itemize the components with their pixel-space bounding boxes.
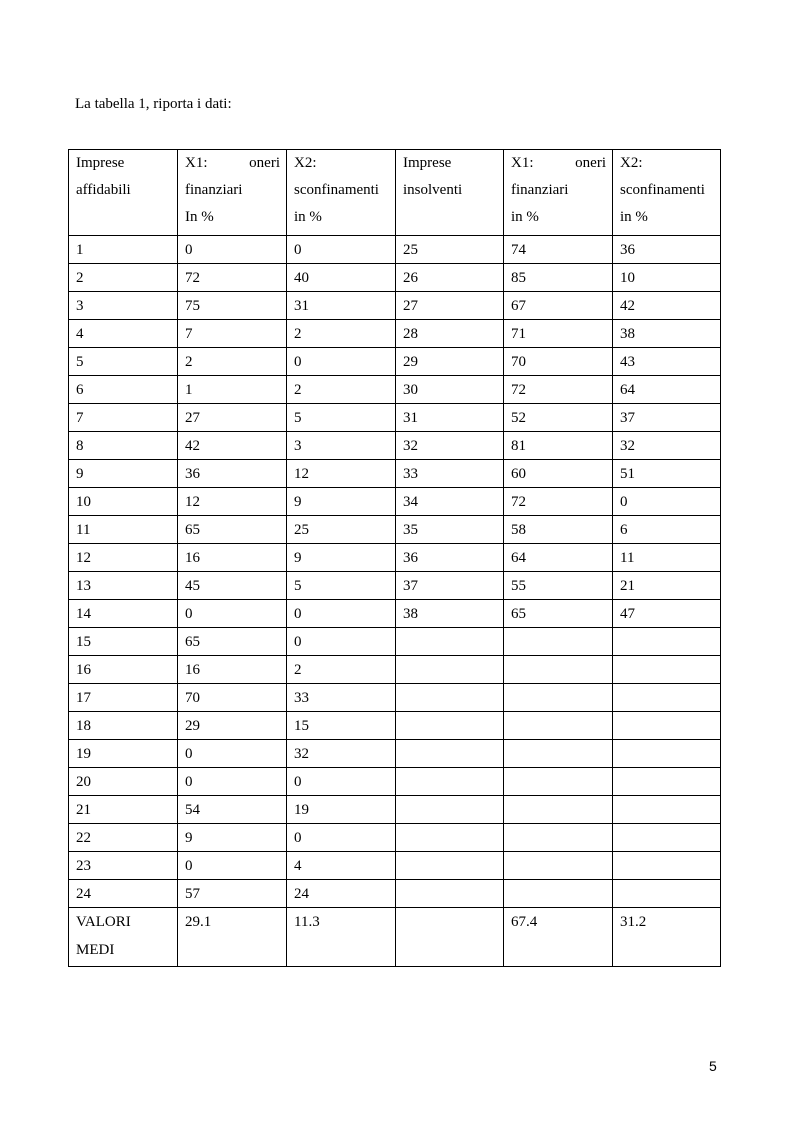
table-cell bbox=[613, 768, 721, 796]
table-cell bbox=[613, 852, 721, 880]
table-cell: 0 bbox=[178, 236, 287, 264]
table-cell: 20 bbox=[69, 768, 178, 796]
table-cell: 7 bbox=[178, 320, 287, 348]
table-row bbox=[69, 544, 721, 572]
table-cell: 21 bbox=[613, 572, 721, 600]
table-cell: 37 bbox=[613, 404, 721, 432]
table-cell: 16 bbox=[178, 656, 287, 684]
table-cell: 10 bbox=[613, 264, 721, 292]
table-cell: 43 bbox=[613, 348, 721, 376]
table-cell: 33 bbox=[287, 684, 396, 712]
table-row bbox=[69, 404, 721, 432]
table-cell: 19 bbox=[287, 796, 396, 824]
table-cell: 47 bbox=[613, 600, 721, 628]
table-cell: 0 bbox=[178, 768, 287, 796]
table-cell: 36 bbox=[613, 236, 721, 264]
intro-text: La tabella 1, riporta i dati: bbox=[75, 96, 232, 112]
table-cell: 0 bbox=[287, 824, 396, 852]
table-cell: 0 bbox=[178, 852, 287, 880]
table-cell: 19 bbox=[69, 740, 178, 768]
header-x2-sconfinamenti-insolventi: X2: sconfinamenti in % bbox=[613, 150, 721, 236]
table-cell: 12 bbox=[178, 488, 287, 516]
table-cell: 2 bbox=[69, 264, 178, 292]
table-cell bbox=[396, 768, 504, 796]
table-cell: 10 bbox=[69, 488, 178, 516]
table-cell: 29 bbox=[396, 348, 504, 376]
table-row bbox=[69, 768, 721, 796]
table-cell: 70 bbox=[504, 348, 613, 376]
table-cell: 25 bbox=[396, 236, 504, 264]
table-cell: 81 bbox=[504, 432, 613, 460]
table-cell: 6 bbox=[69, 376, 178, 404]
table-cell: 2 bbox=[178, 348, 287, 376]
table-cell: 23 bbox=[69, 852, 178, 880]
table-cell: 36 bbox=[396, 544, 504, 572]
table-cell: 1 bbox=[69, 236, 178, 264]
table-cell: 65 bbox=[178, 516, 287, 544]
table-cell bbox=[504, 684, 613, 712]
table-cell: 32 bbox=[613, 432, 721, 460]
table-cell: 28 bbox=[396, 320, 504, 348]
table-cell: 12 bbox=[287, 460, 396, 488]
table-row bbox=[69, 880, 721, 908]
table-cell: 15 bbox=[69, 628, 178, 656]
table-cell: 0 bbox=[287, 628, 396, 656]
table-cell: 72 bbox=[504, 488, 613, 516]
header-imprese-affidabili: Imprese affidabili bbox=[69, 150, 178, 236]
table-row bbox=[69, 824, 721, 852]
table-cell: 27 bbox=[178, 404, 287, 432]
table-row bbox=[69, 460, 721, 488]
table-row bbox=[69, 236, 721, 264]
table-cell: 35 bbox=[396, 516, 504, 544]
table-cell: 11 bbox=[613, 544, 721, 572]
table-row bbox=[69, 516, 721, 544]
table-cell: 31 bbox=[287, 292, 396, 320]
table-cell: 24 bbox=[69, 880, 178, 908]
table-cell: 37 bbox=[396, 572, 504, 600]
table-cell: 33 bbox=[396, 460, 504, 488]
table-cell bbox=[396, 796, 504, 824]
table-cell bbox=[613, 740, 721, 768]
table-cell: 0 bbox=[287, 600, 396, 628]
table-cell: 27 bbox=[396, 292, 504, 320]
table-cell bbox=[396, 712, 504, 740]
table-row bbox=[69, 320, 721, 348]
table-cell: 74 bbox=[504, 236, 613, 264]
table-cell: 31 bbox=[396, 404, 504, 432]
table-cell: 32 bbox=[287, 740, 396, 768]
page-number: 5 bbox=[709, 1058, 717, 1074]
table-row bbox=[69, 376, 721, 404]
table-cell: 34 bbox=[396, 488, 504, 516]
table-cell bbox=[613, 684, 721, 712]
table-cell: 9 bbox=[287, 488, 396, 516]
table-row bbox=[69, 572, 721, 600]
table-cell: 30 bbox=[396, 376, 504, 404]
average-value-cell: 31.2 bbox=[613, 908, 721, 967]
table-cell: 51 bbox=[613, 460, 721, 488]
table-cell: 54 bbox=[178, 796, 287, 824]
table-cell: 70 bbox=[178, 684, 287, 712]
table-cell bbox=[396, 852, 504, 880]
table-cell: 64 bbox=[613, 376, 721, 404]
table-row bbox=[69, 712, 721, 740]
table-cell bbox=[613, 656, 721, 684]
table-header-row bbox=[69, 150, 721, 236]
table-cell: 65 bbox=[178, 628, 287, 656]
table-row bbox=[69, 684, 721, 712]
table-cell: 85 bbox=[504, 264, 613, 292]
table-cell: 72 bbox=[178, 264, 287, 292]
table-cell: 36 bbox=[178, 460, 287, 488]
table-cell: 0 bbox=[287, 236, 396, 264]
table-cell bbox=[504, 712, 613, 740]
table-cell bbox=[396, 740, 504, 768]
valori-medi-label: VALORI MEDI bbox=[69, 908, 178, 967]
table-cell: 9 bbox=[69, 460, 178, 488]
table-row bbox=[69, 656, 721, 684]
table-cell bbox=[613, 796, 721, 824]
table-cell: 3 bbox=[287, 432, 396, 460]
table-cell: 17 bbox=[69, 684, 178, 712]
table-cell: 75 bbox=[178, 292, 287, 320]
table-cell: 22 bbox=[69, 824, 178, 852]
table-row bbox=[69, 432, 721, 460]
table-cell: 29 bbox=[178, 712, 287, 740]
table-cell: 18 bbox=[69, 712, 178, 740]
table-row bbox=[69, 292, 721, 320]
table-cell: 2 bbox=[287, 320, 396, 348]
table-cell: 60 bbox=[504, 460, 613, 488]
table-cell bbox=[396, 656, 504, 684]
data-table bbox=[68, 149, 721, 967]
table-cell: 2 bbox=[287, 656, 396, 684]
table-cell: 64 bbox=[504, 544, 613, 572]
table-row bbox=[69, 264, 721, 292]
table-cell: 0 bbox=[178, 600, 287, 628]
table-cell: 38 bbox=[396, 600, 504, 628]
table-cell: 25 bbox=[287, 516, 396, 544]
table-cell: 0 bbox=[178, 740, 287, 768]
table-cell bbox=[504, 656, 613, 684]
table-cell: 5 bbox=[287, 404, 396, 432]
table-cell: 6 bbox=[613, 516, 721, 544]
table-cell: 9 bbox=[178, 824, 287, 852]
table-cell bbox=[504, 740, 613, 768]
table-cell bbox=[504, 852, 613, 880]
table-cell: 40 bbox=[287, 264, 396, 292]
header-x1-oneri-finanziari: X1: oneri finanziari In % bbox=[178, 150, 287, 236]
table-cell: 14 bbox=[69, 600, 178, 628]
table-cell: 42 bbox=[178, 432, 287, 460]
table-cell bbox=[396, 824, 504, 852]
table-cell: 0 bbox=[613, 488, 721, 516]
table-row bbox=[69, 628, 721, 656]
table-cell: 16 bbox=[178, 544, 287, 572]
table-cell bbox=[613, 824, 721, 852]
table-cell: 52 bbox=[504, 404, 613, 432]
table-row bbox=[69, 348, 721, 376]
table-cell: 45 bbox=[178, 572, 287, 600]
table-cell bbox=[396, 684, 504, 712]
table-cell: 71 bbox=[504, 320, 613, 348]
table-cell: 15 bbox=[287, 712, 396, 740]
table-cell bbox=[613, 712, 721, 740]
table-row bbox=[69, 852, 721, 880]
table-cell bbox=[504, 796, 613, 824]
table-footer-row bbox=[69, 908, 721, 967]
table-cell: 7 bbox=[69, 404, 178, 432]
table-cell bbox=[504, 768, 613, 796]
table-cell: 5 bbox=[287, 572, 396, 600]
table-cell bbox=[396, 628, 504, 656]
table-cell: 21 bbox=[69, 796, 178, 824]
average-value-cell: 11.3 bbox=[287, 908, 396, 967]
table-cell: 65 bbox=[504, 600, 613, 628]
table-cell: 67 bbox=[504, 292, 613, 320]
header-imprese-insolventi: Imprese insolventi bbox=[396, 150, 504, 236]
table-cell bbox=[396, 880, 504, 908]
table-cell: 55 bbox=[504, 572, 613, 600]
table-cell: 3 bbox=[69, 292, 178, 320]
table-cell: 2 bbox=[287, 376, 396, 404]
table-cell: 58 bbox=[504, 516, 613, 544]
table-cell: 16 bbox=[69, 656, 178, 684]
table-cell: 5 bbox=[69, 348, 178, 376]
table-cell: 0 bbox=[287, 768, 396, 796]
table-cell: 12 bbox=[69, 544, 178, 572]
table-cell bbox=[613, 880, 721, 908]
table-cell: 11 bbox=[69, 516, 178, 544]
table-cell bbox=[504, 628, 613, 656]
table-row bbox=[69, 796, 721, 824]
table-cell: 9 bbox=[287, 544, 396, 572]
table-cell: 8 bbox=[69, 432, 178, 460]
average-value-cell: 29.1 bbox=[178, 908, 287, 967]
table-row bbox=[69, 600, 721, 628]
table-cell: 4 bbox=[69, 320, 178, 348]
table-cell: 1 bbox=[178, 376, 287, 404]
table-row bbox=[69, 488, 721, 516]
average-value-cell: 67.4 bbox=[504, 908, 613, 967]
average-value-cell bbox=[396, 908, 504, 967]
table-row bbox=[69, 740, 721, 768]
table-cell: 13 bbox=[69, 572, 178, 600]
table-cell: 24 bbox=[287, 880, 396, 908]
header-x2-sconfinamenti: X2: sconfinamenti in % bbox=[287, 150, 396, 236]
table-cell: 38 bbox=[613, 320, 721, 348]
table-cell bbox=[613, 628, 721, 656]
table-cell: 72 bbox=[504, 376, 613, 404]
table-cell: 57 bbox=[178, 880, 287, 908]
table-cell: 42 bbox=[613, 292, 721, 320]
table-cell bbox=[504, 880, 613, 908]
header-x1-oneri-finanziari-insolventi: X1: oneri finanziari in % bbox=[504, 150, 613, 236]
table-cell: 0 bbox=[287, 348, 396, 376]
table-cell: 4 bbox=[287, 852, 396, 880]
table-cell: 26 bbox=[396, 264, 504, 292]
table-cell: 32 bbox=[396, 432, 504, 460]
table-cell bbox=[504, 824, 613, 852]
